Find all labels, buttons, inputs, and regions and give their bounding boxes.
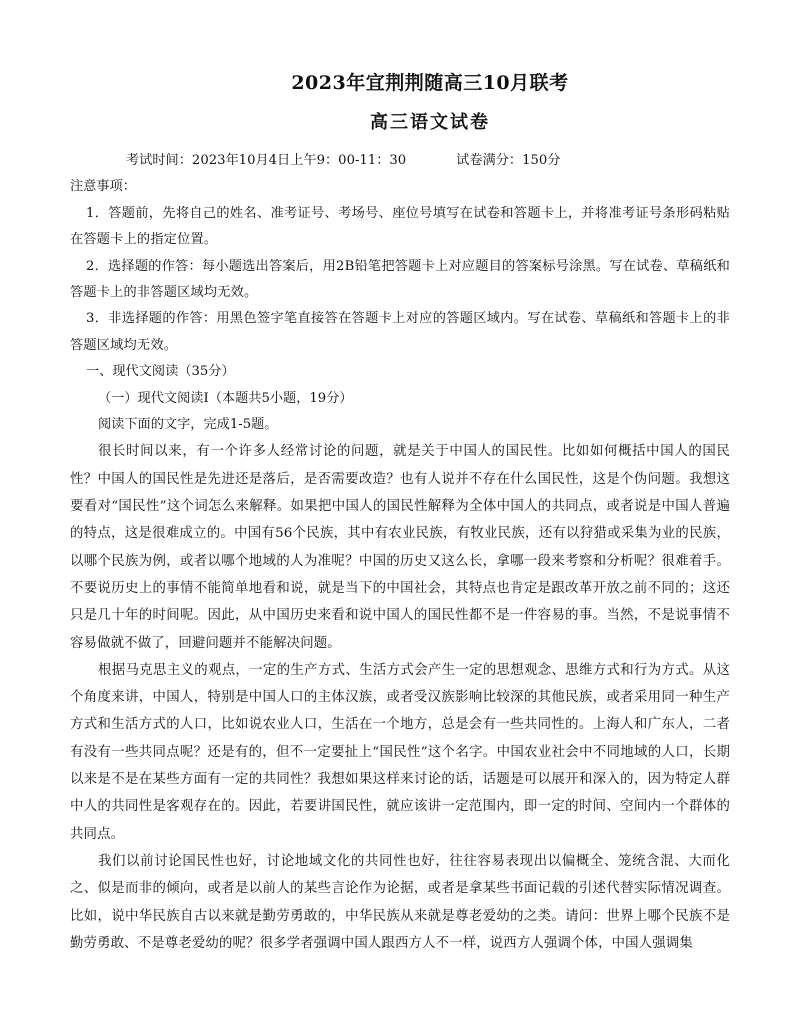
note-item-3: 3．非选择题的作答：用黑色签字笔直接答在答题卡上对应的答题区域内。写在试卷、草稿纸和答题卡上的非答题区域均无效。 — [70, 311, 730, 353]
note-item-2: 2．选择题的作答：每小题选出答案后，用2B铅笔把答题卡上对应题目的答案标号涂黑。写在试卷、草稿纸和答题卡上的非答题区域均无效。 — [70, 258, 730, 301]
reading-instruction: 阅读下面的文字，完成1-5题。 — [98, 417, 278, 433]
passage-paragraph-1: 很长时间以来，有一个许多人经常讨论的问题，就是关于中国人的国民性。比如如何概括中国人的国民性？中国人的国民性是先进还是落后，是否需要改造？也有人说并不存在什么国民性，这是个伪问题。我想这要看对“国民性”这个词怎么来解释。如果把中国人的国民性解释为全体中国人的共同点，或者说是中国人普遍的特点，这是很难成立的。中国有56个民族，其中有农业民族，有牧业民族，还有以狩猎或采集为业的民族，以哪个民族为例，或者以哪个地域的人为准呢？中国的历史又这么长，拿哪一段来考察和分析呢？很难着手。不要说历史上的事情不能简单地看和说，就是当下的中国社会，其特点也肯定是跟改革开放之前不同的；这还只是几十年的时间呢。因此，从中国历史来看和说中国人的国民性都不是一件容易的事。当然，不是说事情不容易做就不做了，回避问题并不能解决问题。 — [70, 444, 730, 651]
note-item-1: 1．答题前，先将自己的姓名、准考证号、考场号、座位号填写在试卷和答题卡上，并将准考证号条形码粘贴在答题卡上的指定位置。 — [70, 205, 730, 248]
exam-page — [70, 70, 730, 957]
full-score: 试卷满分：150分 — [456, 153, 561, 168]
exam-meta — [70, 148, 730, 174]
passage-paragraph-3: 我们以前讨论国民性也好，讨论地域文化的共同性也好，往往容易表现出以偏概全、笼统含混、大而化之、似是而非的倾向，或者是以前人的某些言论作为论据，或者是拿某些书面记载的引述代替实际情况调查。比如，说中华民族自古以来就是勤劳勇敢的，中华民族从来就是尊老爱幼的之类。请问：世界上哪个民族不是勤劳勇敢、不是尊老爱幼的呢？很多学者强调中国人跟西方人不一样，说西方人强调个体，中国人强调集 — [70, 853, 730, 951]
passage-paragraph-2: 根据马克思主义的观点，一定的生产方式、生活方式会产生一定的思想观念、思维方式和行为方式。从这个角度来讲，中国人，特别是中国人口的主体汉族，或者受汉族影响比较深的其他民族，或者采用同一种生产方式和生活方式的人口，比如说农业人口，生活在一个地方，总是会有一些共同性的。上海人和广东人，二者有没有一些共同点呢？还是有的，但不一定要扯上“国民性”这个名字。中国农业社会中不同地域的人口，长期以来是不是在某些方面有一定的共同性？我想如果这样来讨论的话，话题是可以展开和深入的，因为特定人群中人的共同性是客观存在的。因此，若要讲国民性，就应该讲一定范围内，即一定的时间、空间内一个群体的共同点。 — [70, 662, 730, 842]
notes-heading: 注意事项： — [70, 179, 136, 195]
section-heading: 一、现代文阅读（35分） — [86, 364, 235, 380]
exam-subtitle: 高三语文试卷 — [370, 112, 490, 133]
exam-time: 考试时间：2023年10月4日上午9：00-11：30 — [126, 153, 407, 168]
exam-title: 2023年宜荆荆随高三10月联考 — [291, 72, 569, 94]
subsection-heading: （一）现代文阅读I（本题共5小题，19分） — [98, 390, 353, 406]
